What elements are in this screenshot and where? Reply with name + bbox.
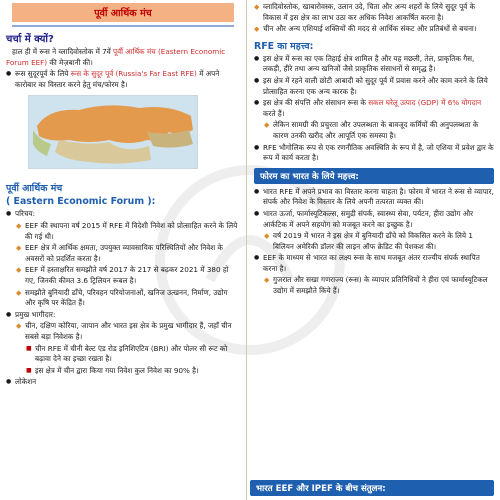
list-item: ● भारत RFE में अपने प्रभाव का विस्तार करना चाहता है। फोरम में भारत ने रूस से व्यापार, संपर्क और निवेश के विस्तार के लिये अपनी तत्परता व्यक्त की।	[254, 187, 494, 208]
list-item: ◆ व्लादिवोस्तोक, खाबारोवस्क, उलान उदे, चिता और अन्य शहरों के लिये सुदूर पूर्व के विकास में इस क्षेत्र का लाभ उठा कर अधिक निवेश आकर्षित करना है।	[254, 2, 494, 23]
ribbon-forum-india: फोरम का भारत के लिये महत्त्व:	[254, 168, 494, 184]
list-item: ◆ EEF की स्थापना वर्ष 2015 में RFE में विदेशी निवेश को प्रोत्साहित करने के लिये की गई थी।	[16, 221, 240, 242]
list-item: ■ चीन RFE में चीनी बेल्ट एंड रोड इनिशिएटिव (BRI) और पोलर सी रूट को बढ़ावा देने का इच्छा रखता है।	[26, 344, 240, 365]
right-column	[250, 0, 500, 500]
list-item: ● इस क्षेत्र की संपत्ति और संसाधन रूस के सकल घरेलू उत्पाद (GDP) में 6% योगदान करते हैं।	[254, 98, 494, 119]
list-item: ◆ EEF में हस्ताक्षरित समझौते वर्ष 2017 के 217 से बढ़कर 2021 में 380 हो गए, जिनकी कीमत 3.6 ट्रिलियन रूबल है।	[16, 265, 240, 286]
participants-label: ● प्रमुख भागीदार:	[6, 310, 240, 321]
list-item: ● भारत ऊर्जा, फार्मास्यूटिकल्स, समुद्री संपर्क, स्वास्थ्य सेवा, पर्यटन, हीरा उद्योग और आर्कटिक में अपने सहयोग को मजबूत करने का इच्छुक है।	[254, 209, 494, 230]
list-item: ● EEF के माध्यम से भारत का लक्ष्य रूस के साथ मजबूत अंतर राज्यीय संपर्क स्थापित करना है।	[254, 253, 494, 274]
heading-rfe-importance: RFE का महत्त्व:	[254, 40, 314, 52]
list-item: ◆ चीन, दक्षिण कोरिया, जापान और भारत इस क्षेत्र के प्रमुख भागीदार हैं, जहाँ चीन सबसे बड़ा निवेशक है।	[16, 321, 240, 342]
topic-banner: पूर्वी आर्थिक मंच	[12, 3, 234, 22]
list-item: ● लोकेशन	[6, 377, 240, 388]
list-item: ◆ लेकिन सामग्री की प्रचुरता और उपलब्धता के बावजूद कर्मियों की अनुपलब्धता के कारण उनकी खरीद और आपूर्ति एक समस्या है।	[264, 120, 494, 141]
list-item: ■ इस क्षेत्र में चीन द्वारा किया गया निवेश कुल निवेश का 90% है।	[26, 366, 240, 377]
column-divider	[246, 0, 247, 500]
list-item: ◆ चीन और अन्य एशियाई शक्तियों की मदद से आर्थिक संकट और प्रतिबंधों से बचना।	[254, 24, 494, 35]
list-item: ● इस क्षेत्र में रूस का एक तिहाई क्षेत्र शामिल है और यह मछली, तेल, प्राकृतिक गैस, लकड़ी, हीरे तथा अन्य खनिजों जैसे प्राकृतिक संसाधनों से समृद्ध है।	[254, 54, 494, 75]
list-item: ◆ समझौते बुनियादी ढाँचे, परिवहन परियोजनाओं, खनिज उत्खनन, निर्माण, उद्योग और कृषि पर केंद्रित हैं।	[16, 288, 240, 309]
list-item: ● RFE भौगोलिक रूप से एक रणनीतिक अवस्थिति के रूप में है, जो एशिया में प्रवेश द्वार के रूप में कार्य करता है।	[254, 143, 494, 164]
intro-label: ● परिचय:	[6, 209, 240, 220]
highlight-eef: पूर्वी आर्थिक मंच (Eastern Economic Forum EEF)	[6, 47, 226, 67]
list-item: ● इस क्षेत्र में रहने वाली छोटी आबादी को सुदूर पूर्व में प्रवास करने और काम करने के लिये प्रोत्साहित करना एक अन्य कारक है।	[254, 76, 494, 97]
left-column	[0, 0, 244, 500]
ribbon-eef-ipef: भारत EEF और IPEF के बीच संतुलन:	[250, 480, 494, 496]
russia-map-image	[28, 95, 198, 169]
highlight-gdp: सकल घरेलू उत्पाद (GDP) में 6% योगदान	[368, 98, 482, 108]
subheading-eef-en: ( Eastern Economic Forum ):	[6, 196, 156, 208]
section-title: चर्चा में क्यों?	[6, 34, 54, 45]
list-item: ◆ गुजरात और सखा गणराज्य (रूस) के व्यापार प्रतिनिधियों ने हीरा एवं फार्मास्यूटिकल उद्योग में समझौते किये हैं।	[264, 275, 494, 296]
list-item: ◆ वर्ष 2019 में भारत ने इस क्षेत्र में बुनियादी ढाँचे को विकसित करने के लिये 1 बिलियन अमेरिकी डॉलर की लाइन ऑफ क्रेडिट की पेशकश की।	[264, 231, 494, 252]
intro-paragraph: हाल ही में रूस ने व्लादिवोस्तोक में 7वें पूर्वी आर्थिक मंच (Eastern Economic Forum EEF) की मेज़बानी की।	[6, 47, 226, 67]
highlight-rfe: रूस के सुदूर पूर्व (Russia's Far East RFE)	[70, 69, 197, 79]
subheading-eef: पूर्वी आर्थिक मंच	[6, 183, 63, 195]
list-item: ● रूस सुदूरपूर्व के लिये रूस के सुदूर पूर्व (Russia's Far East RFE) में अपने कारोबार का विस्तार करने हेतु मंच/फोरम है।	[6, 69, 240, 90]
list-item: ◆ EEF क्षेत्र में आर्थिक क्षमता, उपयुक्त व्यावसायिक परिस्थितियों और निवेश के अवसरों को प्रदर्शित करता है।	[16, 243, 240, 264]
banner-underline	[12, 25, 234, 27]
